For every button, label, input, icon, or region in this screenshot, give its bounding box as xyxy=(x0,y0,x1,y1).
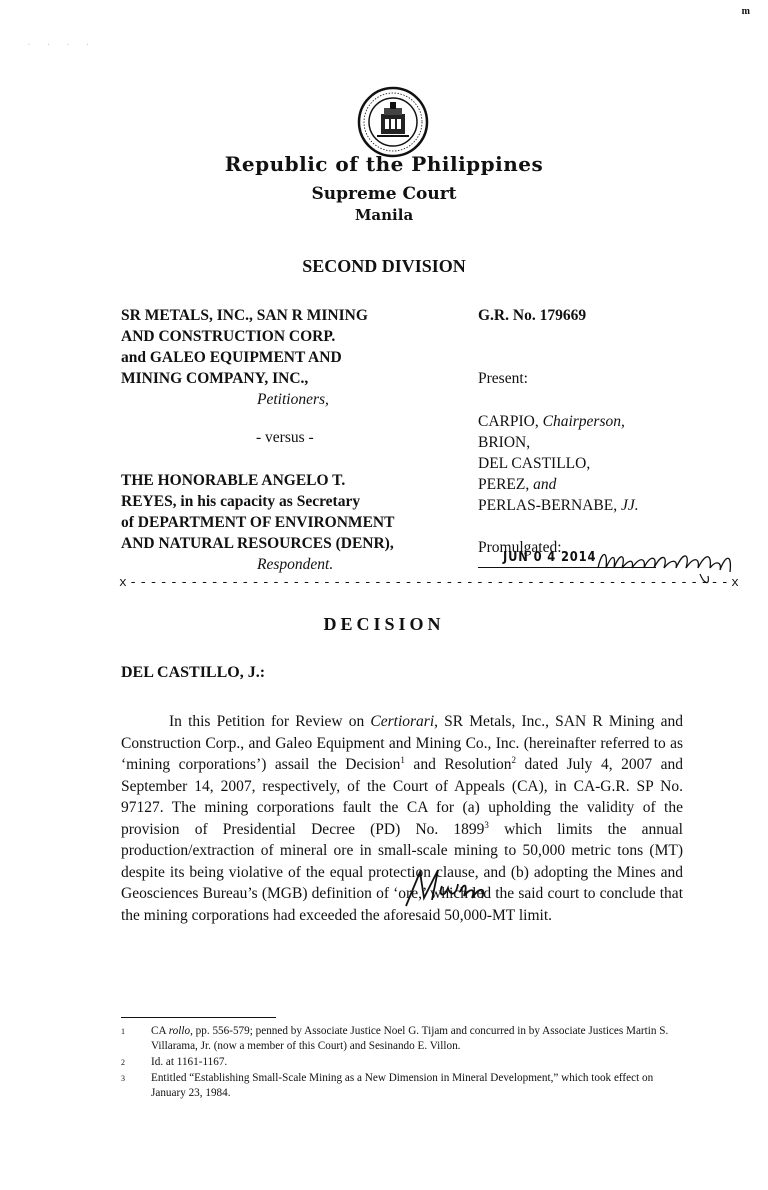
respondent-line: THE HONORABLE ANGELO T. xyxy=(121,472,346,489)
gr-number: G.R. No. 179669 xyxy=(478,307,587,324)
justice-line: BRION, xyxy=(478,434,531,451)
justice-line: CARPIO, Chairperson, xyxy=(478,413,625,430)
page-mark: m xyxy=(741,6,750,17)
separator-line: x-----------------------------------------------------------x xyxy=(119,575,742,590)
respondent-line: AND NATURAL RESOURCES (DENR), xyxy=(121,535,394,552)
footnote-ref[interactable]: 2 xyxy=(511,754,516,765)
petitioners-role: Petitioners, xyxy=(257,391,329,408)
promulgated-label: Promulgated: xyxy=(478,539,562,556)
footnote-divider xyxy=(121,1017,276,1018)
opening-paragraph: In this Petition for Review on Certiorari, SR Metals, Inc., SAN R Mining and Construction Corp., and Galeo Equipment and Mining Co., Inc. (hereinafter referred to as ‘mining corporations’) assail the Decision$^1$ and Resolution$^2$ dated July 4, 2007 and September 14, 2007, respectively, of the Court of Appeals (CA), in CA-G.R. SP No. 97127. The mining corporations fault the CA for (a) upholding the validity of the provision of Presidential Decree (PD) No. 1899$^3$ which limits the annual production/extraction of mineral ore in small-scale mining to 50,000 metric tons (MT) despite its being violative of the equal protection clause, and (b) adopting the Mines and Geosciences Bureau’s (MGB) definition of ‘ore,’ which led the said court to conclude that the mining corporations had exceeded the aforesaid 50,000-MT limit. xyxy=(121,713,684,924)
case-caption-parties xyxy=(121,305,451,575)
ponente: DEL CASTILLO, J.: xyxy=(121,664,266,681)
footnote-ref[interactable]: 1 xyxy=(400,754,405,765)
footnote-ref[interactable]: 3 xyxy=(484,819,489,830)
petitioner-line: SR METALS, INC., SAN R MINING xyxy=(121,307,368,324)
scan-marks: · · · · xyxy=(28,42,97,48)
respondent-role: Respondent. xyxy=(257,556,334,573)
footnote-item: 2 Id. at 1161-1167. xyxy=(121,1056,228,1068)
republic-heading: Republic of the Philippines xyxy=(224,152,544,176)
division-heading: SECOND DIVISION xyxy=(302,256,466,276)
decision-title: DECISION xyxy=(323,614,445,634)
justice-line: DEL CASTILLO, xyxy=(478,455,591,472)
promulgation-date-stamp: JUN 0 4 2014 xyxy=(503,549,597,565)
case-info xyxy=(478,305,718,558)
petitioner-line: MINING COMPANY, INC., xyxy=(121,370,309,387)
petitioner-line: and GALEO EQUIPMENT AND xyxy=(121,349,342,366)
justice-line: PEREZ, and xyxy=(478,476,557,493)
petitioner-line: AND CONSTRUCTION CORP. xyxy=(121,328,336,345)
footnotes xyxy=(121,1024,681,1102)
footnote-item: 1 CA rollo, pp. 556-579; penned by Associate Justice Noel G. Tijam and concurred in by Associate Justices Martin S. Villarama, Jr. (now a member of this Court) and Sesinando E. Villon. xyxy=(121,1025,669,1052)
respondent-line: REYES, in his capacity as Secretary xyxy=(121,493,361,510)
respondent-line: of DEPARTMENT OF ENVIRONMENT xyxy=(121,514,395,531)
court-heading: Supreme Court xyxy=(311,184,457,204)
present-label: Present: xyxy=(478,370,528,387)
supreme-court-seal-icon xyxy=(357,86,429,158)
justice-line: PERLAS-BERNABE, JJ. xyxy=(478,497,639,514)
ponente-signature-icon xyxy=(398,866,493,910)
versus-label: - versus - xyxy=(256,429,314,446)
footnote-item: 3 Entitled “Establishing Small-Scale Mining as a New Dimension in Mineral Development,” which took effect on January 23, 1984. xyxy=(121,1072,654,1099)
city-heading: Manila xyxy=(354,206,414,224)
